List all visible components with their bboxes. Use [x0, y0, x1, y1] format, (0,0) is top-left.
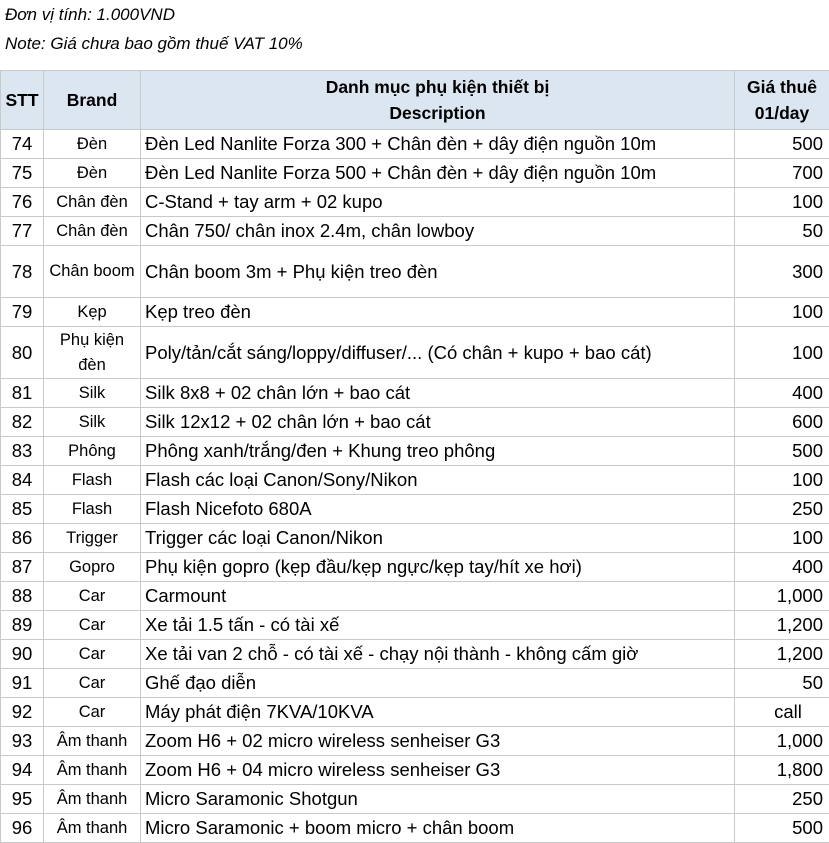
stt-cell: 93 — [1, 727, 44, 756]
stt-cell: 96 — [1, 814, 44, 843]
price-cell: 250 — [735, 495, 829, 524]
price-cell: 500 — [735, 130, 829, 159]
price-cell: 600 — [735, 408, 829, 437]
price-cell: 400 — [735, 379, 829, 408]
description-cell: Micro Saramonic + boom micro + chân boom — [141, 814, 735, 843]
header-price — [735, 71, 829, 130]
stt-cell: 90 — [1, 640, 44, 669]
stt-cell: 79 — [1, 298, 44, 327]
price-cell: 500 — [735, 814, 829, 843]
price-cell: 100 — [735, 298, 829, 327]
brand-cell: Âm thanh — [44, 727, 141, 756]
brand-cell: Phông — [44, 437, 141, 466]
price-cell: 100 — [735, 327, 829, 379]
description-cell: Silk 12x12 + 02 chân lớn + bao cát — [141, 408, 735, 437]
table-row — [1, 217, 829, 246]
table-row — [1, 611, 829, 640]
table-row — [1, 188, 829, 217]
brand-cell: Phụ kiện đèn — [44, 327, 141, 379]
description-cell: Carmount — [141, 582, 735, 611]
table-row — [1, 524, 829, 553]
description-cell: Flash Nicefoto 680A — [141, 495, 735, 524]
description-cell: Trigger các loại Canon/Nikon — [141, 524, 735, 553]
price-table — [0, 70, 829, 843]
table-row — [1, 669, 829, 698]
stt-cell: 87 — [1, 553, 44, 582]
stt-cell: 80 — [1, 327, 44, 379]
brand-cell: Trigger — [44, 524, 141, 553]
stt-cell: 88 — [1, 582, 44, 611]
description-cell: Đèn Led Nanlite Forza 300 + Chân đèn + dây điện nguồn 10m — [141, 130, 735, 159]
price-cell: 1,800 — [735, 756, 829, 785]
description-cell: Chân boom 3m + Phụ kiện treo đèn — [141, 246, 735, 298]
description-cell: Đèn Led Nanlite Forza 500 + Chân đèn + dây điện nguồn 10m — [141, 159, 735, 188]
price-cell: 500 — [735, 437, 829, 466]
stt-cell: 83 — [1, 437, 44, 466]
brand-cell: Car — [44, 611, 141, 640]
description-cell: Silk 8x8 + 02 chân lớn + bao cát — [141, 379, 735, 408]
price-cell: call — [735, 698, 829, 727]
brand-cell: Silk — [44, 408, 141, 437]
stt-cell: 85 — [1, 495, 44, 524]
table-row — [1, 298, 829, 327]
price-cell: 1,200 — [735, 640, 829, 669]
description-cell: C-Stand + tay arm + 02 kupo — [141, 188, 735, 217]
brand-cell: Gopro — [44, 553, 141, 582]
description-cell: Xe tải 1.5 tấn - có tài xế — [141, 611, 735, 640]
stt-cell: 81 — [1, 379, 44, 408]
brand-cell: Chân đèn — [44, 188, 141, 217]
stt-cell: 84 — [1, 466, 44, 495]
table-row — [1, 379, 829, 408]
price-cell: 1,000 — [735, 582, 829, 611]
table-row — [1, 327, 829, 379]
brand-cell: Âm thanh — [44, 785, 141, 814]
header-stt: STT — [1, 71, 44, 130]
description-cell: Phông xanh/trắng/đen + Khung treo phông — [141, 437, 735, 466]
table-row — [1, 495, 829, 524]
table-row — [1, 553, 829, 582]
description-cell: Xe tải van 2 chỗ - có tài xế - chạy nội thành - không cấm giờ — [141, 640, 735, 669]
price-cell: 100 — [735, 524, 829, 553]
description-cell: Micro Saramonic Shotgun — [141, 785, 735, 814]
price-cell: 50 — [735, 217, 829, 246]
table-row — [1, 727, 829, 756]
price-cell: 50 — [735, 669, 829, 698]
brand-cell: Flash — [44, 466, 141, 495]
price-cell: 1,200 — [735, 611, 829, 640]
stt-cell: 76 — [1, 188, 44, 217]
stt-cell: 77 — [1, 217, 44, 246]
table-row — [1, 408, 829, 437]
stt-cell: 89 — [1, 611, 44, 640]
description-cell: Chân 750/ chân inox 2.4m, chân lowboy — [141, 217, 735, 246]
price-cell: 400 — [735, 553, 829, 582]
header-price-line2: 01/day — [735, 100, 829, 126]
stt-cell: 91 — [1, 669, 44, 698]
price-cell: 1,000 — [735, 727, 829, 756]
description-cell: Phụ kiện gopro (kẹp đầu/kẹp ngực/kẹp tay/hít xe hơi) — [141, 553, 735, 582]
table-row — [1, 814, 829, 843]
brand-cell: Chân đèn — [44, 217, 141, 246]
header-description-en: Description — [141, 100, 734, 126]
description-cell: Ghế đạo diễn — [141, 669, 735, 698]
description-cell: Kẹp treo đèn — [141, 298, 735, 327]
brand-cell: Car — [44, 669, 141, 698]
vat-note: Note: Giá chưa bao gồm thuế VAT 10% — [5, 34, 303, 54]
stt-cell: 82 — [1, 408, 44, 437]
table-row — [1, 159, 829, 188]
table-row — [1, 437, 829, 466]
brand-cell: Âm thanh — [44, 756, 141, 785]
stt-cell: 78 — [1, 246, 44, 298]
brand-cell: Đèn — [44, 130, 141, 159]
table-row — [1, 785, 829, 814]
price-cell: 250 — [735, 785, 829, 814]
table-row — [1, 640, 829, 669]
stt-cell: 95 — [1, 785, 44, 814]
table-row — [1, 466, 829, 495]
brand-cell: Car — [44, 698, 141, 727]
brand-cell: Chân boom — [44, 246, 141, 298]
header-description-vi: Danh mục phụ kiện thiết bị — [141, 74, 734, 100]
brand-cell: Âm thanh — [44, 814, 141, 843]
table-row — [1, 582, 829, 611]
header-price-line1: Giá thuê — [735, 74, 829, 100]
table-row — [1, 698, 829, 727]
brand-cell: Car — [44, 640, 141, 669]
header-brand: Brand — [44, 71, 141, 130]
description-cell: Zoom H6 + 02 micro wireless senheiser G3 — [141, 727, 735, 756]
price-cell: 100 — [735, 466, 829, 495]
price-cell: 300 — [735, 246, 829, 298]
brand-cell: Silk — [44, 379, 141, 408]
table-row — [1, 130, 829, 159]
stt-cell: 92 — [1, 698, 44, 727]
description-cell: Flash các loại Canon/Sony/Nikon — [141, 466, 735, 495]
description-cell: Zoom H6 + 04 micro wireless senheiser G3 — [141, 756, 735, 785]
description-cell: Máy phát điện 7KVA/10KVA — [141, 698, 735, 727]
stt-cell: 86 — [1, 524, 44, 553]
brand-cell: Kẹp — [44, 298, 141, 327]
header-description — [141, 71, 735, 130]
table-header-row — [1, 71, 829, 130]
price-cell: 100 — [735, 188, 829, 217]
price-cell: 700 — [735, 159, 829, 188]
brand-cell: Đèn — [44, 159, 141, 188]
brand-cell: Car — [44, 582, 141, 611]
table-row — [1, 756, 829, 785]
table-row — [1, 246, 829, 298]
table-body — [1, 130, 829, 843]
stt-cell: 75 — [1, 159, 44, 188]
description-cell: Poly/tản/cắt sáng/loppy/diffuser/... (Có chân + kupo + bao cát) — [141, 327, 735, 379]
stt-cell: 74 — [1, 130, 44, 159]
unit-note: Đơn vị tính: 1.000VND — [5, 5, 175, 25]
stt-cell: 94 — [1, 756, 44, 785]
brand-cell: Flash — [44, 495, 141, 524]
